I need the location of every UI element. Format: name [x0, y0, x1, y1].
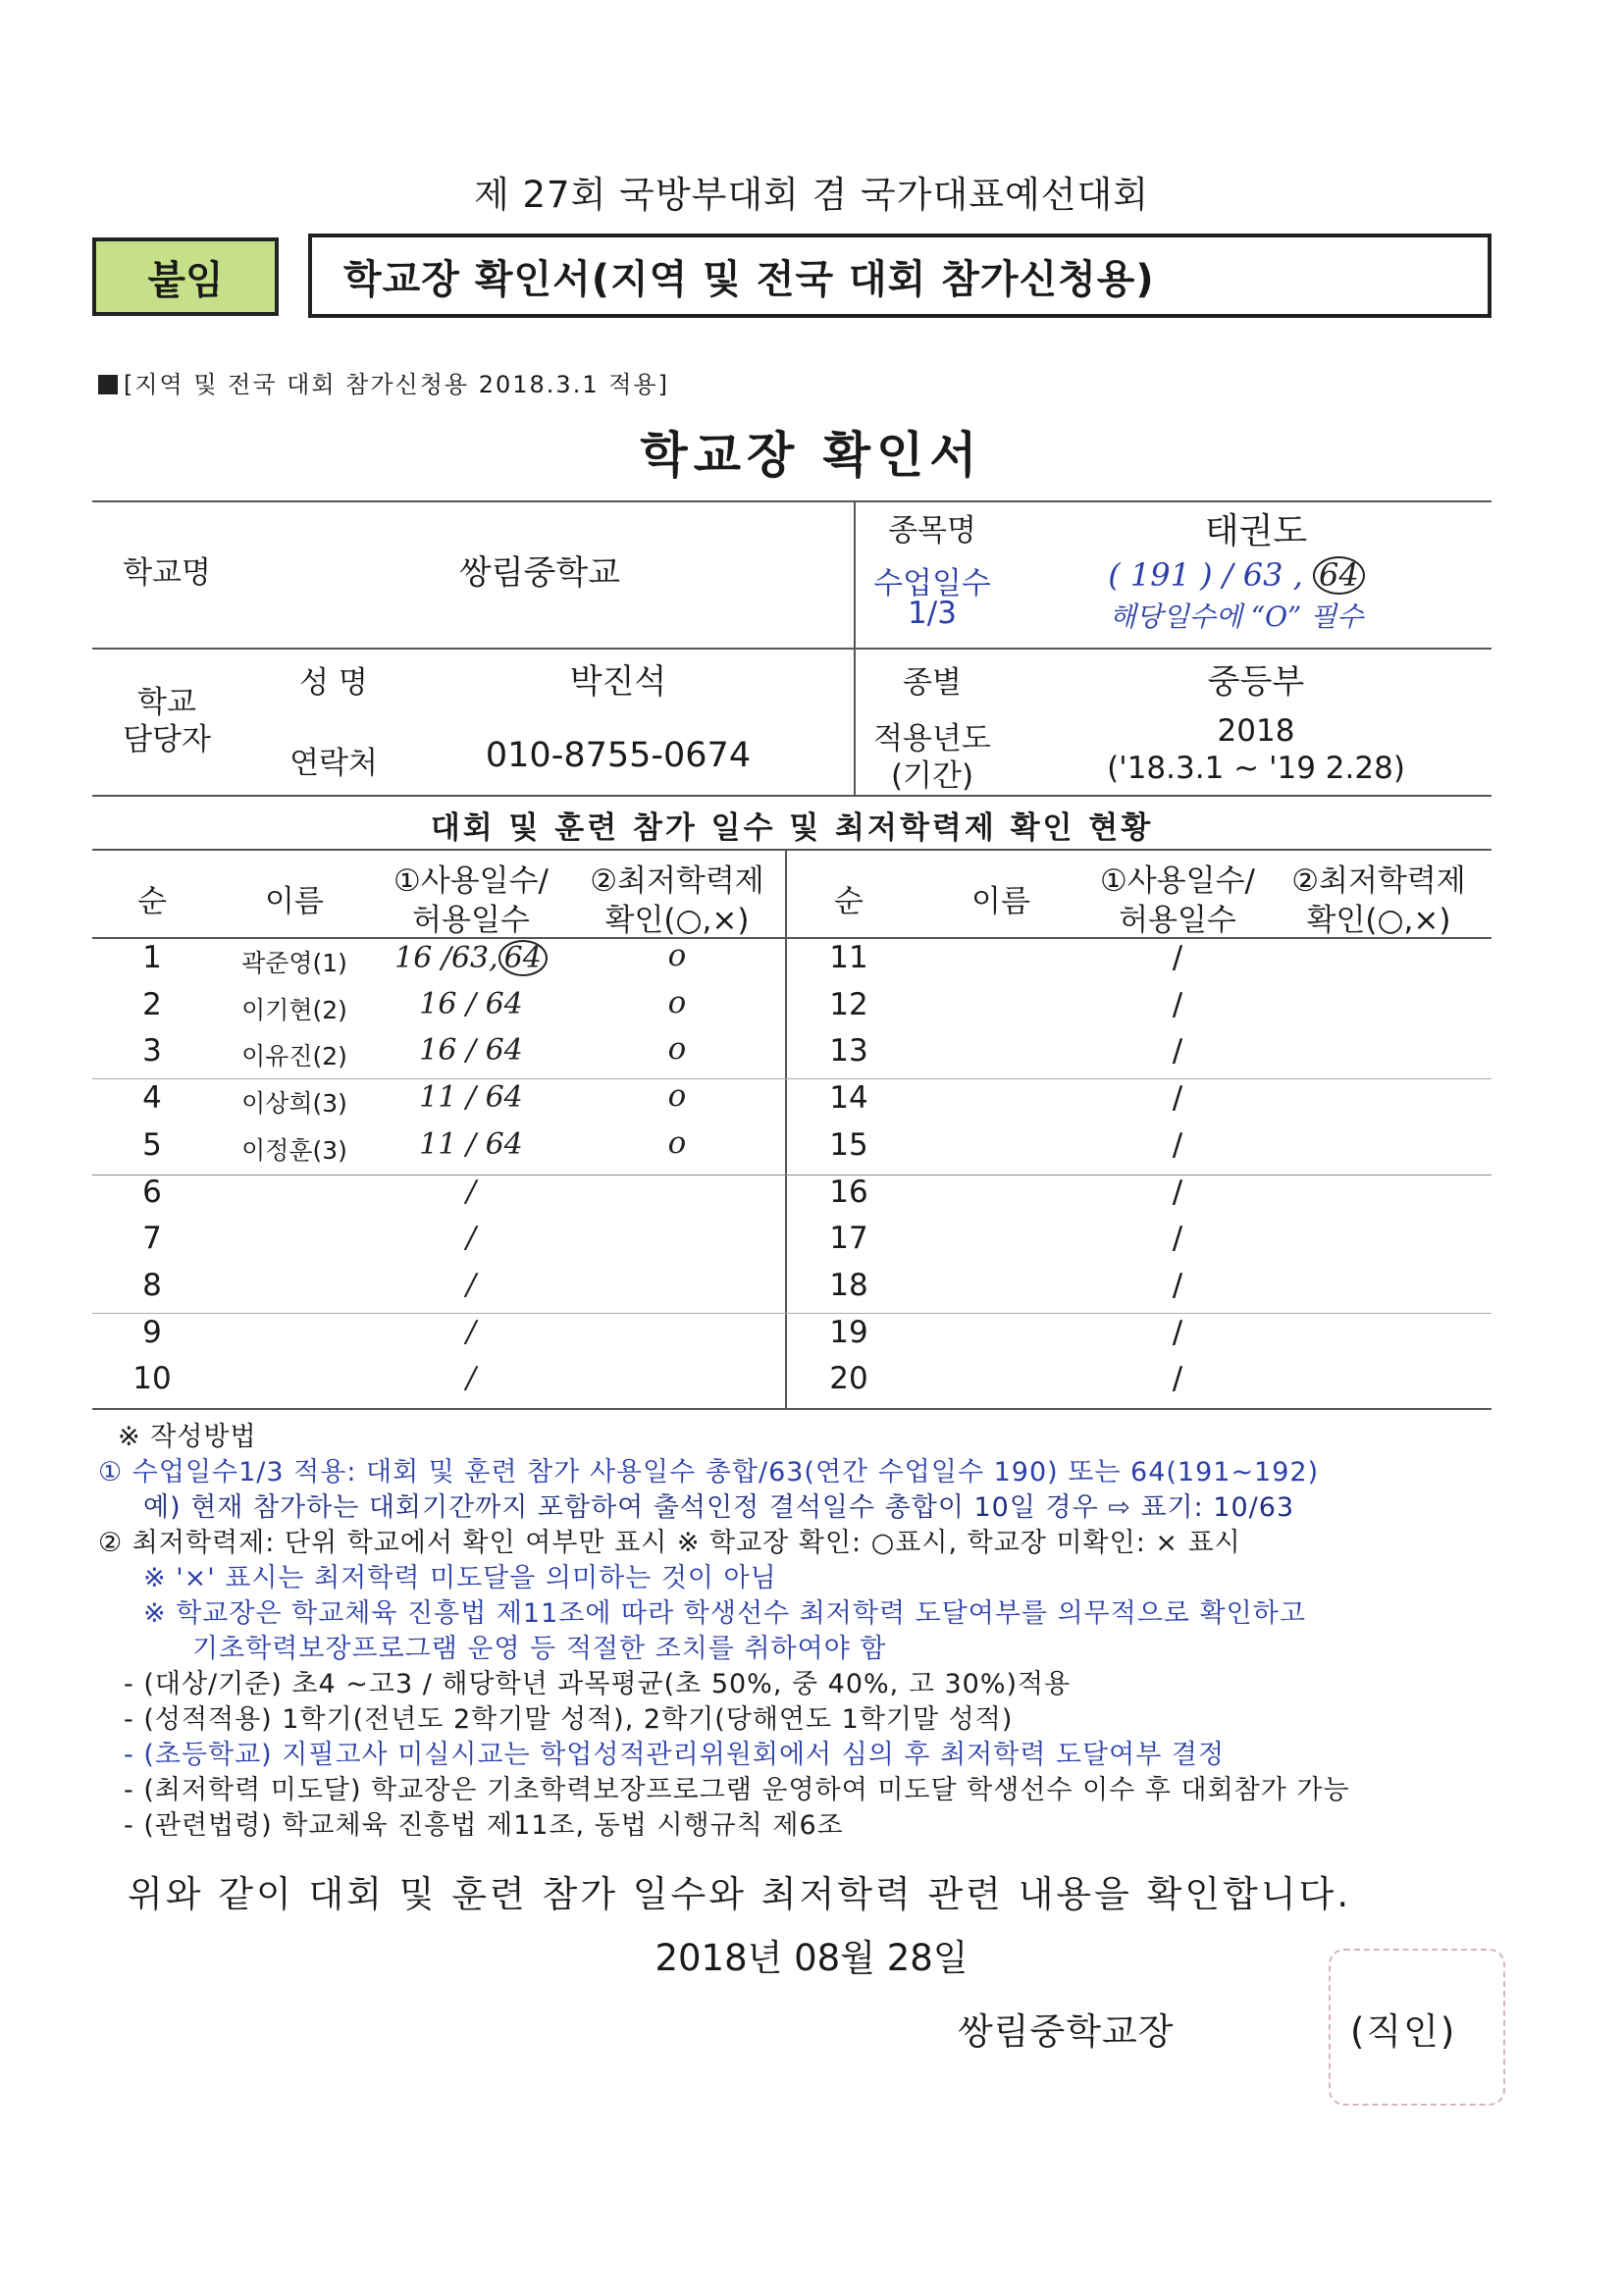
row-days-right: / [1172, 1361, 1183, 1396]
row-check: o [667, 985, 687, 1020]
event-title: 제 27회 국방부대회 겸 국가대표예선대회 [474, 174, 1149, 216]
row-days-text: 11 / 64 [419, 1127, 523, 1162]
row-no: 1 [142, 940, 162, 975]
row-no-right: 17 [829, 1221, 868, 1256]
sport-value: 태권도 [1204, 511, 1308, 551]
class-days-circled: 64 [1313, 556, 1365, 595]
note-4b: 기초학력보장프로그램 운영 등 적절한 조치를 취하여야 함 [192, 1634, 887, 1664]
row-no: 10 [132, 1361, 172, 1396]
row-days-text: 16 / 64 [419, 1033, 523, 1068]
row-days-right: / [1172, 987, 1183, 1022]
row-separator [92, 1313, 1492, 1314]
row-days-right: / [1172, 1221, 1183, 1256]
row-no-right: 16 [829, 1174, 868, 1210]
row-name: 이상희(3) [241, 1089, 347, 1118]
row-days [373, 1268, 569, 1302]
row-no: 7 [142, 1221, 162, 1256]
header-name-right: 이름 [971, 884, 1030, 919]
header-no-right: 순 [834, 884, 864, 919]
row-no-right: 12 [829, 987, 868, 1022]
class-days-label: 수업일수 [873, 566, 991, 601]
note-2: ② 최저학력제: 단위 학교에서 확인 여부만 표시 ※ 학교장 확인: ○표시, 학교장 미확인: × 표시 [98, 1528, 1241, 1558]
notes-heading: ※ 작성방법 [118, 1422, 257, 1452]
header-check-right-1: ②최저학력제 [1291, 863, 1466, 899]
school-value: 쌍림중학교 [458, 553, 621, 593]
row-no: 5 [142, 1127, 162, 1163]
row-days-text: / [465, 1361, 477, 1395]
class-days-note: 해당일수에 “O” 필수 [1109, 600, 1364, 633]
row-no-right: 20 [829, 1361, 868, 1396]
detail-3: - (초등학교) 지필고사 미실시교는 학업성적관리위원회에서 심의 후 최저학력 도달여부 결정 [124, 1740, 1226, 1770]
row-days-text: / [465, 1315, 477, 1349]
header-check-left-2: 확인(○,×) [604, 903, 750, 938]
class-days-text: ( 191 ) / 63 , [1108, 556, 1303, 594]
attachment-title: 학교장 확인서(지역 및 전국 대회 참가신청용) [308, 234, 1492, 318]
row-no-right: 19 [829, 1315, 868, 1350]
note-3: ※ '×' 표시는 최저학력 미도달을 의미하는 것이 아님 [143, 1563, 777, 1593]
contact-value: 010-8755-0674 [485, 736, 752, 775]
header-days-right-1: ①사용일수/ [1099, 863, 1256, 899]
row-no-right: 14 [829, 1080, 868, 1116]
header-days-left-2: 허용일수 [412, 903, 530, 938]
name-label: 성 명 [299, 665, 368, 701]
division-label: 종별 [903, 665, 962, 701]
signing-date: 2018년 08월 28일 [654, 1937, 969, 1979]
note-1b: 예) 현재 참가하는 대회기간까지 포함하여 출석인정 결석일수 총합이 10일 경우 ⇨ 표기: 10/63 [143, 1492, 1295, 1523]
row-days [373, 1127, 569, 1162]
row-days-text: / [465, 1174, 477, 1209]
header-check-left-1: ②최저학력제 [590, 863, 764, 899]
contact-label: 연락처 [289, 746, 378, 781]
row-days-right: / [1172, 1080, 1183, 1116]
section-title: 대회 및 훈련 참가 일수 및 최저학력제 확인 현황 [430, 810, 1154, 846]
class-days-ratio: 1/3 [908, 596, 957, 631]
confirmation-statement: 위와 같이 대회 및 훈련 참가 일수와 최저학력 관련 내용을 확인합니다. [128, 1873, 1352, 1915]
name-value: 박진석 [569, 662, 667, 702]
row-days [373, 1315, 569, 1349]
row-no: 4 [142, 1080, 162, 1116]
row-name: 이정훈(3) [241, 1136, 347, 1165]
row-days [373, 940, 569, 976]
row-check: o [667, 1125, 687, 1161]
year-value: 2018 [1217, 713, 1295, 749]
square-bullet-icon [98, 375, 118, 394]
year-period-label: (기간) [890, 758, 974, 794]
row-no-right: 11 [829, 940, 868, 975]
row-no: 2 [142, 987, 162, 1022]
row-no: 8 [142, 1268, 162, 1303]
row-days [373, 1221, 569, 1255]
header-days-left-1: ①사용일수/ [393, 863, 550, 899]
row-days-right: / [1172, 1174, 1183, 1210]
school-label: 학교명 [123, 555, 211, 591]
row-days-text: / [465, 1268, 477, 1302]
row-days-right: / [1172, 1127, 1183, 1163]
class-days-value [1070, 556, 1403, 595]
row-separator [92, 1174, 1492, 1175]
header-check-right-2: 확인(○,×) [1306, 903, 1451, 938]
row-days-right: / [1172, 1033, 1183, 1069]
year-period: ('18.3.1 ~ '19 2.28) [1107, 751, 1405, 786]
manager-label-2: 담당자 [123, 722, 211, 757]
row-name: 곽준영(1) [241, 949, 347, 977]
row-days-right: / [1172, 1315, 1183, 1350]
sport-label: 종목명 [888, 513, 976, 548]
row-days-text: / [465, 1221, 477, 1255]
apply-note-text: [지역 및 전국 대회 참가신청용 2018.3.1 적용] [124, 371, 669, 398]
row-days [373, 1080, 569, 1115]
row-days-right: / [1172, 1268, 1183, 1303]
row-no-right: 15 [829, 1127, 868, 1163]
row-no-right: 13 [829, 1033, 868, 1069]
principal-title: 쌍림중학교장 [958, 2010, 1175, 2053]
row-name: 이기현(2) [241, 996, 347, 1024]
row-days-text: 11 / 64 [419, 1080, 523, 1115]
row-check: o [667, 1031, 687, 1067]
row-check: o [667, 938, 687, 973]
row-days-text: 16 / 64 [419, 987, 523, 1021]
detail-4: - (최저학력 미도달) 학교장은 기초학력보장프로그램 운영하여 미도달 학생선수 이수 후 대회참가 가능 [124, 1775, 1350, 1805]
row-days-right: / [1172, 940, 1183, 975]
header-days-right-2: 허용일수 [1119, 903, 1236, 938]
row-no-right: 18 [829, 1268, 868, 1303]
division-value: 중등부 [1207, 662, 1305, 702]
row-days [373, 1033, 569, 1068]
row-name: 이유진(2) [241, 1042, 347, 1070]
row-no: 6 [142, 1174, 162, 1210]
row-separator [92, 1078, 1492, 1079]
header-name-left: 이름 [265, 884, 324, 919]
document-title: 학교장 확인서 [640, 427, 983, 484]
row-days [373, 1361, 569, 1395]
row-days-text: 16 /63, [394, 941, 498, 975]
note-1a: ① 수업일수1/3 적용: 대회 및 훈련 참가 사용일수 총합/63(연간 수업일수 190) 또는 64(191~192) [98, 1457, 1320, 1487]
row-days-circled: 64 [498, 940, 548, 976]
detail-5: - (관련법령) 학교체육 진흥법 제11조, 동법 시행규칙 제6조 [124, 1810, 844, 1841]
row-no: 3 [142, 1033, 162, 1069]
row-days [373, 987, 569, 1021]
row-days [373, 1174, 569, 1209]
apply-note [98, 365, 669, 399]
attachment-badge: 붙임 [92, 237, 279, 316]
seal-label: (직인) [1350, 2010, 1457, 2053]
manager-label-1: 학교 [137, 685, 196, 720]
header-no-left: 순 [137, 884, 167, 919]
detail-2: - (성적적용) 1학기(전년도 2학기말 성적), 2학기(당해연도 1학기말 성적) [124, 1704, 1014, 1735]
row-no: 9 [142, 1315, 162, 1350]
note-4a: ※ 학교장은 학교체육 진흥법 제11조에 따라 학생선수 최저학력 도달여부를 의무적으로 확인하고 [143, 1598, 1306, 1629]
year-label: 적용년도 [873, 721, 991, 757]
detail-1: - (대상/기준) 초4 ~고3 / 해당학년 과목평균(초 50%, 중 40%, 고 30%)적용 [124, 1669, 1072, 1699]
row-check: o [667, 1078, 687, 1114]
